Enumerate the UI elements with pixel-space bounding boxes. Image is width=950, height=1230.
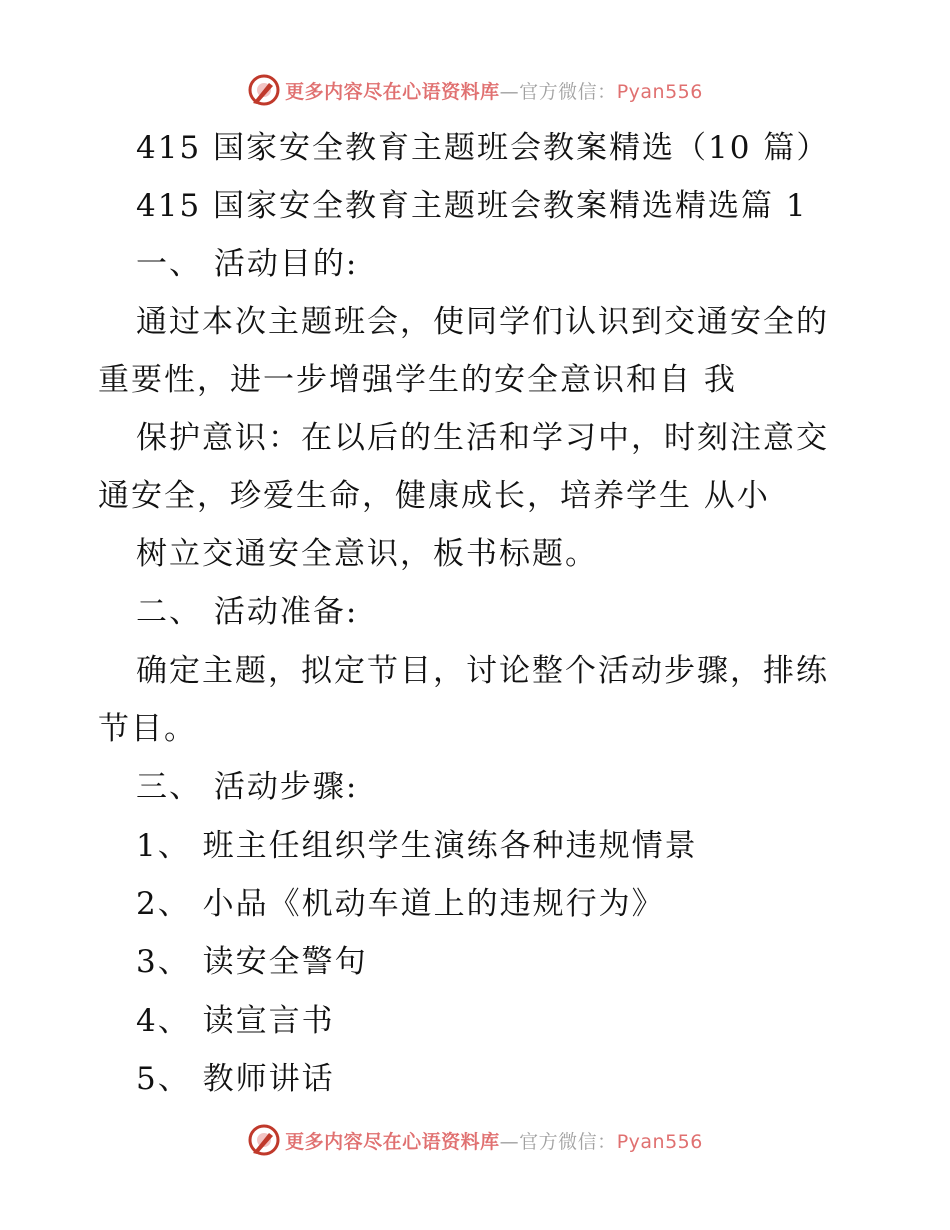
paragraph-line: 通安全，珍爱生命，健康成长，培养学生 从小: [98, 478, 770, 514]
watermark-header: [0, 70, 950, 110]
section-heading: 415 国家安全教育主题班会教案精选精选篇 1: [136, 188, 808, 224]
heading-activity-purpose: 一、 活动目的:: [136, 246, 359, 282]
pen-logo-icon: [247, 73, 281, 107]
watermark-text: 更多内容尽在心语资料库—官方微信：Pyan556: [285, 1130, 703, 1153]
heading-activity-steps: 三、 活动步骤:: [136, 769, 359, 805]
paragraph-line: 保护意识：在以后的生活和学习中，时刻注意交: [136, 420, 829, 456]
watermark-text: 更多内容尽在心语资料库—官方微信：Pyan556: [285, 80, 703, 103]
list-item: 3、 读安全警句: [136, 944, 368, 980]
pen-logo-icon: [247, 1123, 281, 1157]
watermark-footer: [0, 1120, 950, 1160]
list-item: 5、 教师讲话: [136, 1061, 335, 1097]
paragraph-line: 通过本次主题班会，使同学们认识到交通安全的: [136, 304, 829, 340]
paragraph-line: 节目。: [98, 711, 197, 747]
document-title: 415 国家安全教育主题班会教案精选（10 篇）: [136, 130, 830, 166]
list-item: 1、 班主任组织学生演练各种违规情景: [136, 828, 698, 864]
list-item: 2、 小品《机动车道上的违规行为》: [136, 886, 665, 922]
paragraph-line: 树立交通安全意识，板书标题。: [136, 536, 598, 572]
list-item: 4、 读宣言书: [136, 1003, 335, 1039]
paragraph-line: 确定主题，拟定节目，讨论整个活动步骤，排练: [136, 653, 829, 689]
heading-activity-preparation: 二、 活动准备:: [136, 594, 359, 630]
paragraph-line: 重要性，进一步增强学生的安全意识和自 我: [98, 362, 737, 398]
